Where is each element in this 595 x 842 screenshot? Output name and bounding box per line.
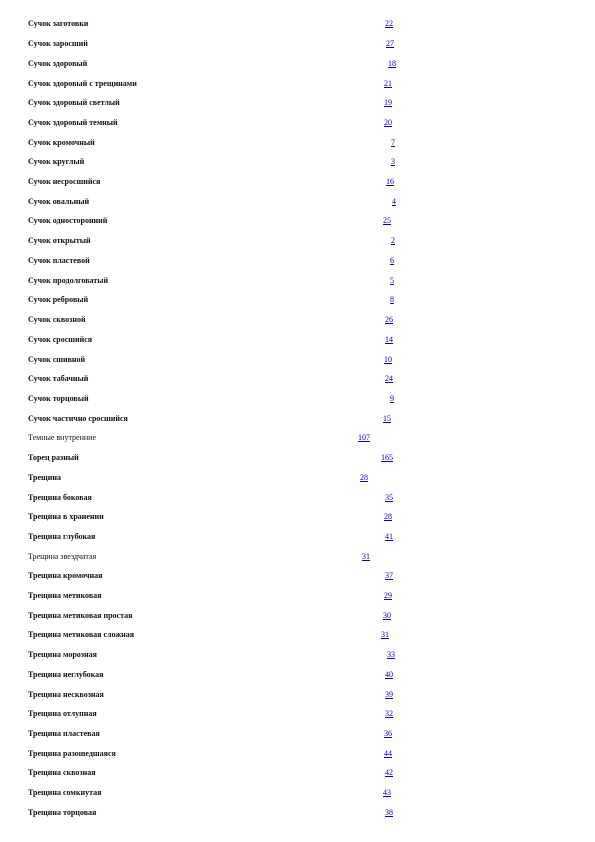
index-term: Трещина метиковая [28,591,102,600]
index-term: Сучок торцовый [28,394,89,403]
index-term: Трещина глубокая [28,532,96,541]
page-number-link[interactable]: 10 [384,355,392,364]
index-row [0,38,595,52]
page-number-link[interactable]: 31 [362,552,370,561]
index-row [0,472,595,486]
page-number-link[interactable]: 3 [391,157,395,166]
index-term: Сучок заготовки [28,19,89,28]
index-term: Сучок несросшийся [28,177,101,186]
page-number-link[interactable]: 6 [390,256,394,265]
page-number-link[interactable]: 43 [383,788,391,797]
index-term: Трещина в хранении [28,512,104,521]
page-number-link[interactable]: 28 [360,473,368,482]
index-row [0,787,595,801]
index-term: Трещина сквозная [28,768,96,777]
index-row [0,215,595,229]
page-number-link[interactable]: 39 [385,690,393,699]
index-term: Сучок здоровый темный [28,118,118,127]
index-row [0,196,595,210]
index-term: Сучок заросший [28,39,88,48]
page-number-link[interactable]: 28 [384,512,392,521]
index-term: Трещина торцовая [28,808,97,817]
index-row [0,590,595,604]
page-number-link[interactable]: 30 [383,611,391,620]
index-row [0,176,595,190]
page-number-link[interactable]: 21 [384,79,392,88]
index-term: Сучок пластевой [28,256,90,265]
page-number-link[interactable]: 24 [385,374,393,383]
index-row [0,334,595,348]
page-number-link[interactable]: 35 [385,493,393,502]
index-term: Сучок кромочный [28,138,95,147]
page-number-link[interactable]: 19 [384,98,392,107]
page-number-link[interactable]: 5 [390,276,394,285]
page-number-link[interactable]: 26 [385,315,393,324]
index-row [0,294,595,308]
index-term: Трещина звездчатая [28,552,97,561]
page-number-link[interactable]: 38 [385,808,393,817]
page-number-link[interactable]: 107 [358,433,370,442]
index-row [0,117,595,131]
index-term: Сучок ребровый [28,295,89,304]
index-term: Сучок круглый [28,157,85,166]
page-number-link[interactable]: 40 [385,670,393,679]
index-term: Трещина сомкнутая [28,788,102,797]
page-number-link[interactable]: 14 [385,335,393,344]
index-row [0,511,595,525]
page-number-link[interactable]: 165 [381,453,393,462]
index-term: Сучок здоровый светлый [28,98,120,107]
index-term: Трещина метиковая простая [28,611,133,620]
index-row [0,551,595,565]
page-number-link[interactable]: 27 [386,39,394,48]
page-number-link[interactable]: 41 [385,532,393,541]
index-term: Трещина метиковая сложная [28,630,135,639]
page-number-link[interactable]: 42 [385,768,393,777]
page-number-link[interactable]: 31 [381,630,389,639]
index-row [0,156,595,170]
index-term: Трещина неглубокая [28,670,104,679]
index-term: Сучок сквозной [28,315,86,324]
index-term: Торец разный [28,453,79,462]
index-row [0,492,595,506]
index-term: Трещина морозная [28,650,97,659]
index-row [0,531,595,545]
index-row [0,393,595,407]
index-row [0,97,595,111]
page-number-link[interactable]: 22 [385,19,393,28]
index-term: Сучок односторонний [28,216,108,225]
index-row [0,452,595,466]
index-term: Сучок табачный [28,374,89,383]
index-term: Трещина боковая [28,493,92,502]
index-row [0,255,595,269]
index-row [0,413,595,427]
index-term: Трещина пластевая [28,729,100,738]
page-number-link[interactable]: 25 [383,216,391,225]
index-term: Сучок сросшийся [28,335,93,344]
index-row [0,275,595,289]
page-number-link[interactable]: 36 [384,729,392,738]
index-row [0,58,595,72]
index-row [0,708,595,722]
index-term: Трещина разошедшаяся [28,749,116,758]
index-term: Трещина несквозная [28,690,104,699]
index-row [0,767,595,781]
page-number-link[interactable]: 15 [383,414,391,423]
page-number-link[interactable]: 9 [390,394,394,403]
index-row [0,629,595,643]
index-term: Сучок сшивной [28,355,86,364]
index-row [0,18,595,32]
page-number-link[interactable]: 18 [388,59,396,68]
index-row [0,373,595,387]
index-term: Сучок продолговатый [28,276,109,285]
index-row [0,137,595,151]
index-term: Трещина отлупная [28,709,97,718]
index-row [0,689,595,703]
page-number-link[interactable]: 8 [390,295,394,304]
index-row [0,432,595,446]
page-number-link[interactable]: 7 [391,138,395,147]
index-row [0,314,595,328]
index-term: Сучок частично сросшийся [28,414,128,423]
page-number-link[interactable]: 4 [392,197,396,206]
index-row [0,728,595,742]
index-row [0,807,595,821]
index-row [0,78,595,92]
page-number-link[interactable]: 2 [391,236,395,245]
page-number-link[interactable]: 37 [385,571,393,580]
index-row [0,669,595,683]
index-row [0,649,595,663]
page-number-link[interactable]: 29 [384,591,392,600]
index-term: Сучок открытый [28,236,91,245]
index-term: Сучок здоровый [28,59,88,68]
index-row [0,570,595,584]
page-number-link[interactable]: 44 [384,749,392,758]
index-row [0,610,595,624]
page-number-link[interactable]: 33 [387,650,395,659]
page-number-link[interactable]: 16 [386,177,394,186]
index-term: Трещина [28,473,62,482]
index-term: Темные внутренние [28,433,96,442]
index-term: Сучок овальный [28,197,90,206]
page-number-link[interactable]: 32 [385,709,393,718]
index-term: Сучок здоровый с трещинами [28,79,137,88]
index-row [0,748,595,762]
index-row [0,235,595,249]
index-term: Трещина кромочная [28,571,103,580]
index-row [0,354,595,368]
page-number-link[interactable]: 20 [384,118,392,127]
